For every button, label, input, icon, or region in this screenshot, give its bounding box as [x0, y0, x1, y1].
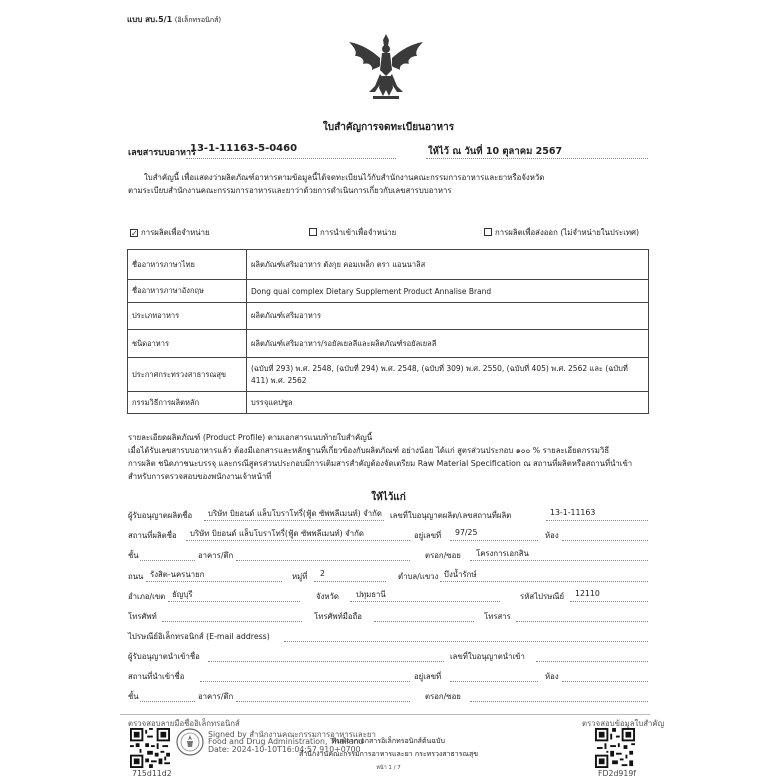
- moo-value: 2: [320, 569, 325, 578]
- reg-label: เลขสารบบอาหาร: [128, 148, 196, 158]
- profile-text-2: เมื่อได้รับเลขสารบบอาหารแล้ว ต้องมีเอกสารและหลักฐานที่เกี่ยวข้องกับผลิตภัณฑ์ อย่างน้อย ได้แก่ สูตรส่วนประกอบ ๑๐๐ % รายละเอียดกรรมวิธี: [128, 446, 610, 455]
- checkbox-icon: [309, 228, 317, 236]
- phone-label: โทรศัพท์: [128, 612, 157, 621]
- road-label: ถนน: [128, 572, 144, 581]
- subdistrict-value: บึงน้ำรักษ์: [444, 570, 477, 579]
- qr-right-code: FD2d919f: [598, 769, 637, 778]
- form-code: แบบ สบ.5/1 (อิเล็กทรอนิกส์): [127, 15, 222, 24]
- floor-label: ชั้น: [128, 551, 139, 560]
- profile-text-1: รายละเอียดผลิตภัณฑ์ (Product Profile) ตามเอกสารแนบท้ายใบสำคัญนี้: [128, 433, 373, 442]
- import-address-label: อยู่เลขที่: [414, 672, 442, 681]
- table-row: ประเภทอาหาร ผลิตภัณฑ์เสริมอาหาร: [128, 303, 649, 330]
- signature-qr-code-icon[interactable]: [130, 728, 170, 768]
- lane-value: โครงการเอกสิน: [476, 549, 529, 558]
- footer-right-caption: ตรวจสอบข้อมูลใบสำคัญ: [582, 719, 665, 728]
- import-license-label: เลขที่ใบอนุญาตนำเข้า: [450, 652, 525, 661]
- lane-label: ตรอก/ซอย: [425, 551, 461, 560]
- checkbox-sale-production[interactable]: ✓ การผลิตเพื่อจำหน่าย: [131, 228, 210, 238]
- intro-text-1: ใบสำคัญนี้ เพื่อแสดงว่าผลิตภัณฑ์อาหารตามข้อมูลนี้ได้จดทะเบียนไว้กับสำนักงานคณะกรรมการอาหารและยาหรือจังหวัด: [144, 173, 545, 182]
- given-to-heading: ให้ไว้แก่: [371, 492, 406, 503]
- premise-value: บริษัท บิยอนด์ แล็บโบราโทรี่(ฟู้ด ซัพพลีเมนท์) จำกัด: [190, 529, 364, 538]
- premise-label: สถานที่ผลิตชื่อ: [128, 531, 177, 540]
- issued-date: ให้ไว้ ณ วันที่ 10 ตุลาคม 2567: [428, 146, 563, 157]
- checkbox-export[interactable]: การผลิตเพื่อส่งออก (ไม่จำหน่ายในประเทศ): [484, 227, 639, 239]
- table-row: ชนิดอาหาร ผลิตภัณฑ์เสริมอาหาร/รอยัลเยลลีและผลิตภัณฑ์รอยัลเยลลี: [128, 330, 649, 358]
- licensee-value: บริษัท บิยอนด์ แล็บโบราโทรี่(ฟู้ด ซัพพลีเมนท์) จำกัด: [208, 509, 382, 518]
- address-no-label: อยู่เลขที่: [414, 531, 442, 540]
- room-label: ห้อง: [545, 531, 559, 540]
- email-label: ไปรษณีย์อิเล็กทรอนิกส์ (E-mail address): [128, 632, 270, 641]
- footer-left-caption: ตรวจสอบลายมือชื่ออิเล็กทรอนิกส์: [128, 719, 240, 728]
- profile-text-3: การผลิต ชนิดภาชนะบรรจุ และกรณีสูตรส่วนประกอบมีการเติมสารสำคัญต้องจัดเตรียม Raw Material Specification ณ สถานที่ผลิตหรือสถานที่นำเข้า: [128, 459, 633, 468]
- district-value: ธัญบุรี: [172, 590, 193, 599]
- import-premise-label: สถานที่นำเข้าชื่อ: [128, 672, 185, 681]
- intro-text-2: ตามระเบียบสำนักงานคณะกรรมการอาหารและยาว่าด้วยการดำเนินการเกี่ยวกับเลขสารบบอาหาร: [128, 186, 452, 195]
- print-source-text: พิมพ์จากเอกสารอิเล็กทรอนิกส์ต้นฉบับ: [332, 737, 445, 745]
- page-number: หน้า 1 / 7: [376, 765, 401, 771]
- checkbox-icon: [484, 228, 492, 236]
- import-building-label: อาคาร/ตึก: [198, 692, 234, 701]
- licensee-label: ผู้รับอนุญาตผลิตชื่อ: [128, 511, 193, 520]
- address-no-value: 97/25: [455, 528, 478, 537]
- road-value: รังสิต-นครนายก: [150, 570, 205, 579]
- subdistrict-label: ตำบล/แขวง: [398, 572, 439, 581]
- reg-number: 13-1-11163-5-0460: [190, 143, 298, 154]
- license-no-value: 13-1-11163: [550, 508, 596, 517]
- qr-left-code: 715d11d2: [132, 769, 172, 778]
- signed-date-text: Date: 2024-10-10T16:04:57.910+0700: [208, 745, 361, 754]
- print-agency-text: สำนักงานคณะกรรมการอาหารและยา กระทรวงสาธารณสุข: [298, 750, 479, 758]
- district-label: อำเภอ/เขต: [128, 592, 166, 601]
- signed-org-text: Food and Drug Administration, Thailand: [208, 737, 364, 746]
- import-floor-label: ชั้น: [128, 692, 139, 701]
- page-title: ใบสำคัญการจดทะเบียนอาหาร: [322, 122, 455, 133]
- checkbox-import[interactable]: การนำเข้าเพื่อจำหน่าย: [309, 227, 396, 239]
- table-row: ชื่ออาหารภาษาไทย ผลิตภัณฑ์เสริมอาหาร ตังกุย คอมเพล็ก ตรา แอนนาลิส: [128, 250, 649, 280]
- postcode-label: รหัสไปรษณีย์: [520, 592, 565, 601]
- table-row: ชื่ออาหารภาษาอังกฤษ Dong quai complex Dietary Supplement Product Annalise Brand: [128, 280, 649, 303]
- signed-by-text: Signed by สำนักงานคณะกรรมการอาหารและยา: [208, 730, 376, 739]
- table-row: ประกาศกระทรวงสาธารณสุข (ฉบับที่ 293) พ.ศ. 2548, (ฉบับที่ 294) พ.ศ. 2548, (ฉบับที่ 309) พ.ศ. 2550, (ฉบับที่ 405) พ.ศ. 2562 และ (ฉบับที่ 411) พ.ศ. 2562: [128, 358, 649, 392]
- table-row: กรรมวิธีการผลิตหลัก บรรจุแคปซูล: [128, 392, 649, 414]
- checkbox-icon: ✓: [131, 229, 138, 238]
- product-info-table: [127, 249, 649, 414]
- document-qr-code-icon[interactable]: [595, 728, 635, 768]
- province-label: จังหวัด: [316, 592, 339, 601]
- postcode-value: 12110: [575, 589, 600, 598]
- import-lane-label: ตรอก/ซอย: [425, 692, 461, 701]
- fax-label: โทรสาร: [484, 612, 511, 621]
- importer-label: ผู้รับอนุญาตนำเข้าชื่อ: [128, 652, 200, 661]
- mobile-label: โทรศัพท์มือถือ: [314, 612, 362, 621]
- building-label: อาคาร/ตึก: [198, 551, 234, 560]
- license-no-label: เลขที่ใบอนุญาตผลิต/เลขสถานที่ผลิต: [390, 511, 512, 520]
- profile-text-4: สำหรับการตรวจสอบของพนักงานเจ้าหน้าที่: [128, 472, 272, 481]
- import-room-label: ห้อง: [545, 672, 559, 681]
- moo-label: หมู่ที่: [292, 572, 308, 581]
- garuda-emblem-icon: [345, 30, 427, 104]
- province-value: ปทุมธานี: [356, 590, 386, 599]
